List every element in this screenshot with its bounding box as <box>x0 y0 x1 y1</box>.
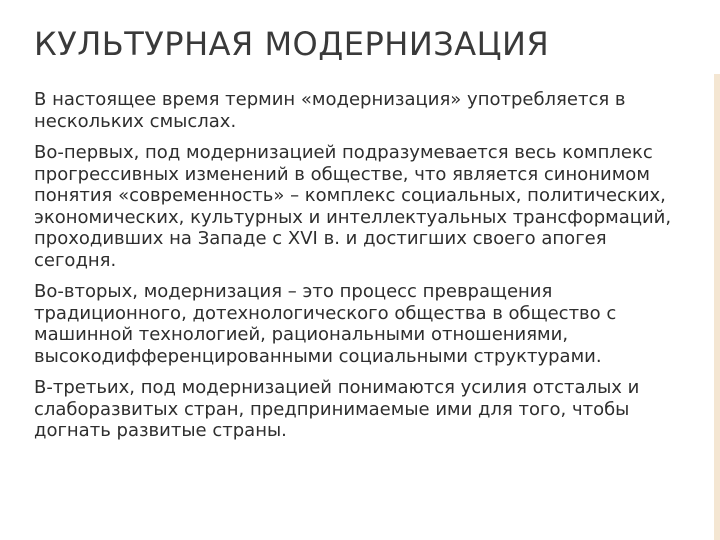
paragraph-intro: В настоящее время термин «модернизация» употребляется в нескольких смыслах. <box>34 89 626 132</box>
decorative-accent-bar <box>714 74 720 540</box>
slide-body <box>34 89 674 452</box>
paragraph-first-meaning: Во-первых, под модернизацией подразумевается весь комплекс прогрессивных изменений в обществе, что является синонимом понятия «современность» – комплекс социальных, политических, экономических, культурных и интеллектуальных трансформаций, проходивших на Западе с XVI в. и достигших своего апогея сегодня. <box>34 142 672 271</box>
paragraph-second-meaning: Во-вторых, модернизация – это процесс превращения традиционного, дотехнологического общества в общество с машинной технологией, рациональными отношениями, высокодифференцированными социальными структурами. <box>34 281 617 367</box>
slide-title: КУЛЬТУРНАЯ МОДЕРНИЗАЦИЯ <box>34 25 550 63</box>
paragraph-third-meaning: В-третьих, под модернизацией понимаются усилия отсталых и слаборазвитых стран, предпринимаемые ими для того, чтобы догнать развитые страны. <box>34 377 640 441</box>
